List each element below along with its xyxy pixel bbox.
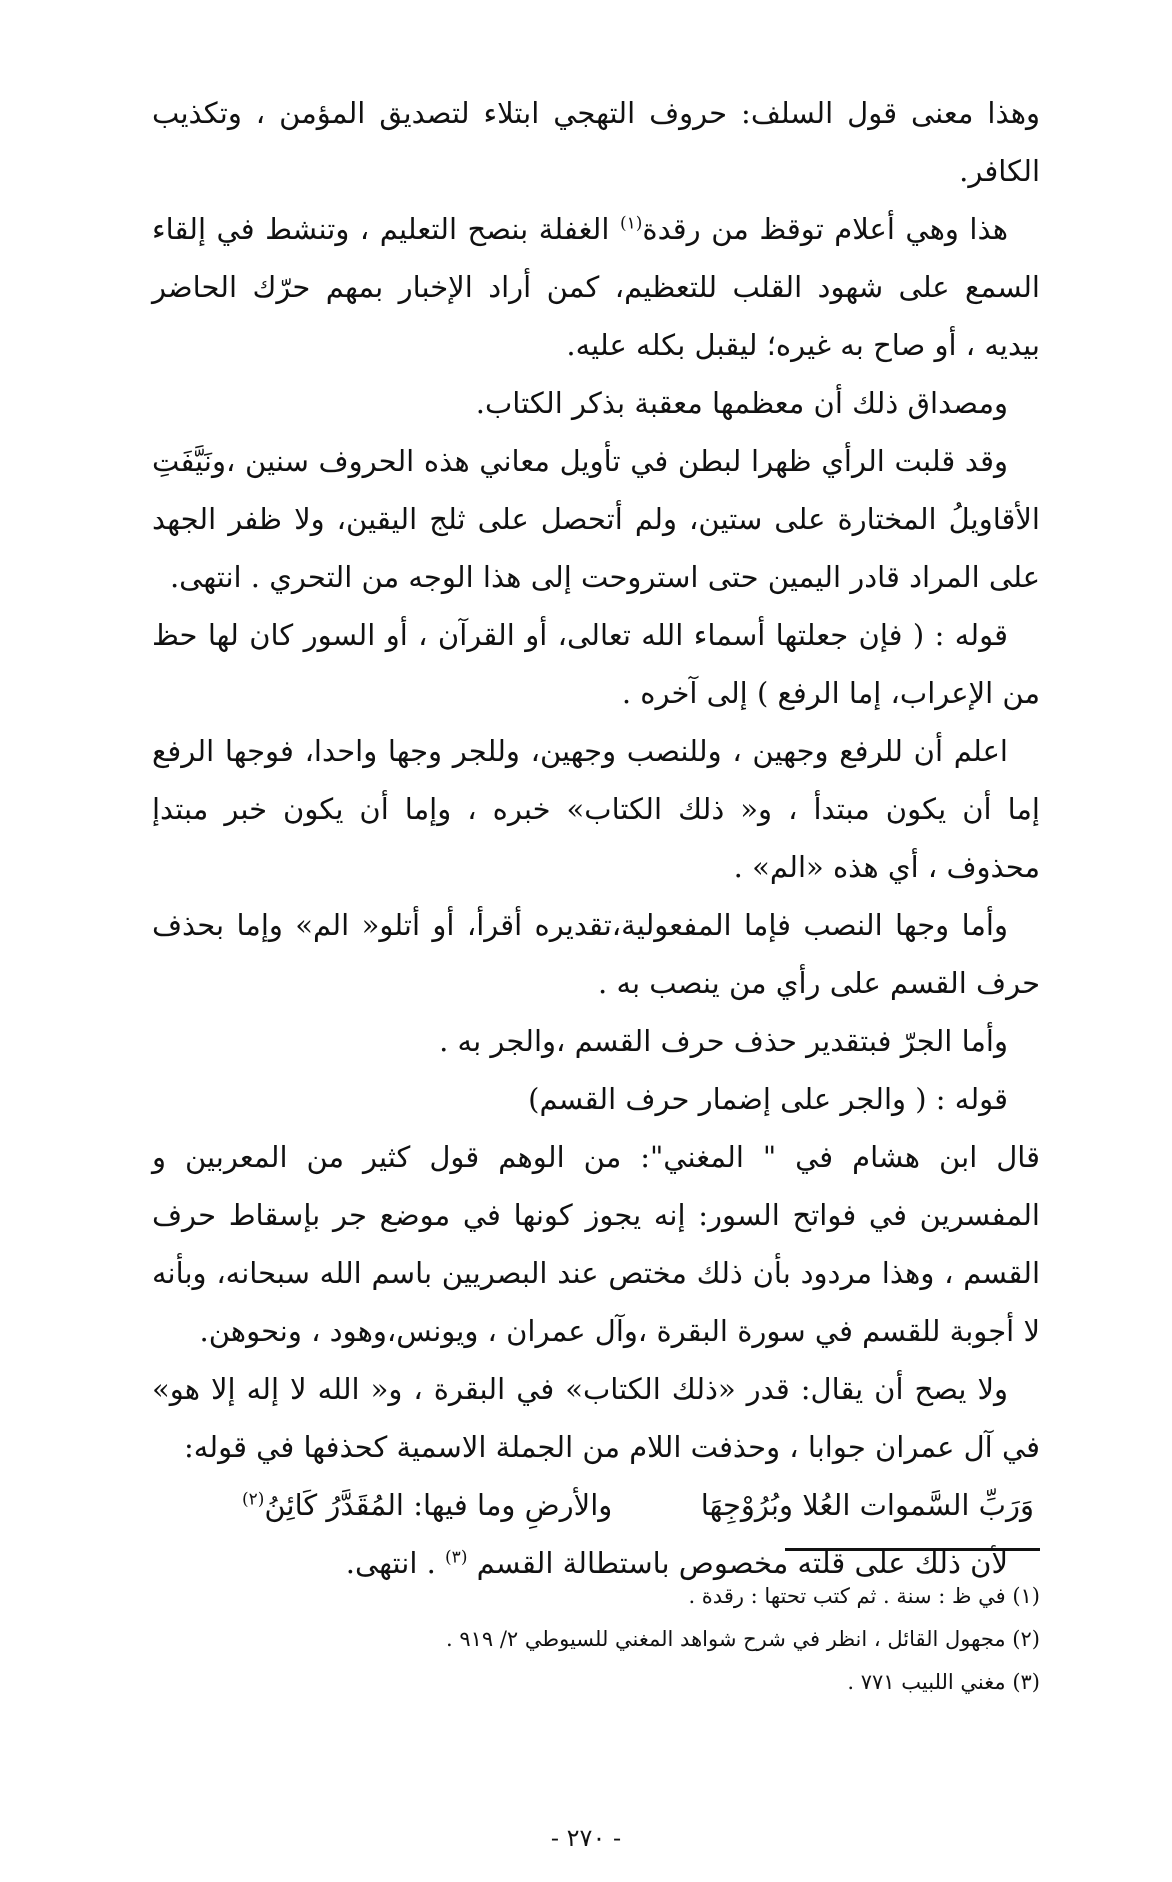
verse-first-hemistich: وَرَبِّ السَّموات العُلا وبُرُوْجِهَا [700,1488,1034,1522]
paragraph: وقد قلبت الرأي ظهرا لبطن في تأويل معاني هذه الحروف سنين ،ونَيَّفَتِ الأقاويلُ المختارة على ستين، ولم أتحصل على ثلج اليقين، ولا ظفر الجهد على المراد قادر اليمين حتى استروحت إلى هذا الوجه من التحري . انتهى. [152,444,1040,594]
page-number: - ٢٧٠ - [550,1824,622,1852]
paragraph-text: الغفلة بنصح التعليم ، وتنشط في إلقاء السمع على شهود القلب للتعظيم، كمن أراد الإخبار بمهم حرّك الحاضر بيديه ، أو صاح به غيره؛ ليقبل بكله عليه. [152,212,1040,362]
closing-text: لأن ذلك على قلته مخصوص باستطالة القسم [476,1546,1008,1580]
body-text [152,84,1040,1592]
footnotes [240,1575,1040,1704]
footnote: (٢) مجهول القائل ، انظر في شرح شواهد المغني للسيوطي ٢/ ٩١٩ . [445,1627,1040,1651]
verse-second-hemistich-wrap [242,1476,612,1534]
footnote: (١) في ظ : سنة . ثم كتب تحتها : رقدة . [688,1584,1040,1608]
paragraph: ولا يصح أن يقال: قدر «ذلك الكتاب» في البقرة ، و« الله لا إله إلا هو» في آل عمران جوابا ، وحذفت اللام من الجملة الاسمية كحذفها في قوله: [152,1372,1040,1464]
paragraph: قال ابن هشام في " المغني": من الوهم قول كثير من المعربين و المفسرين في فواتح السور: إنه يجوز كونها في موضع جر بإسقاط حرف القسم ، وهذا مردود بأن ذلك مختص عند البصريين باسم الله سبحانه، وبأنه لا أجوبة للقسم في سورة البقرة ،وآل عمران ، ويونس،وهود ، ونحوهن. [152,1140,1040,1348]
paragraph: اعلم أن للرفع وجهين ، وللنصب وجهين، وللجر وجها واحدا، فوجها الرفع إما أن يكون مبتدأ ، و« ذلك الكتاب» خبره ، وإما أن يكون خبر مبتدإ محذوف ، أي هذه «الم» . [152,734,1040,884]
closing-text: . انتهى. [345,1546,446,1580]
verse-second-hemistich: والأرضِ وما فيها: المُقَدَّرُ كَائِنُ [264,1488,613,1522]
paragraph [152,200,1040,374]
paragraph: ومصداق ذلك أن معظمها معقبة بذكر الكتاب. [475,386,1008,420]
paragraph-text: هذا وهي أعلام توقظ من رقدة [642,212,1008,246]
paragraph: قوله : ( والجر على إضمار حرف القسم) [528,1082,1008,1116]
footnote-separator [785,1548,1040,1551]
footnote-marker: (٣) [445,1547,468,1568]
paragraph: وأما وجها النصب فإما المفعولية،تقديره أقرأ، أو أتلو« الم» وإما بحذف حرف القسم على رأي من ينصب به . [152,908,1040,1000]
footnote: (٣) مغني اللبيب ٧٧١ . [847,1670,1040,1694]
footnote-marker: (٢) [242,1489,265,1510]
paragraph: وهذا معنى قول السلف: حروف التهجي ابتلاء لتصديق المؤمن ، وتكذيب الكافر. [152,96,1040,188]
paragraph: قوله : ( فإن جعلتها أسماء الله تعالى، أو القرآن ، أو السور كان لها حظ من الإعراب، إما الرفع ) إلى آخره . [152,618,1040,710]
footnote-marker: (١) [619,213,643,234]
paragraph: وأما الجرّ فبتقدير حذف حرف القسم ،والجر به . [439,1024,1008,1058]
poetry-verse [152,1476,1040,1534]
